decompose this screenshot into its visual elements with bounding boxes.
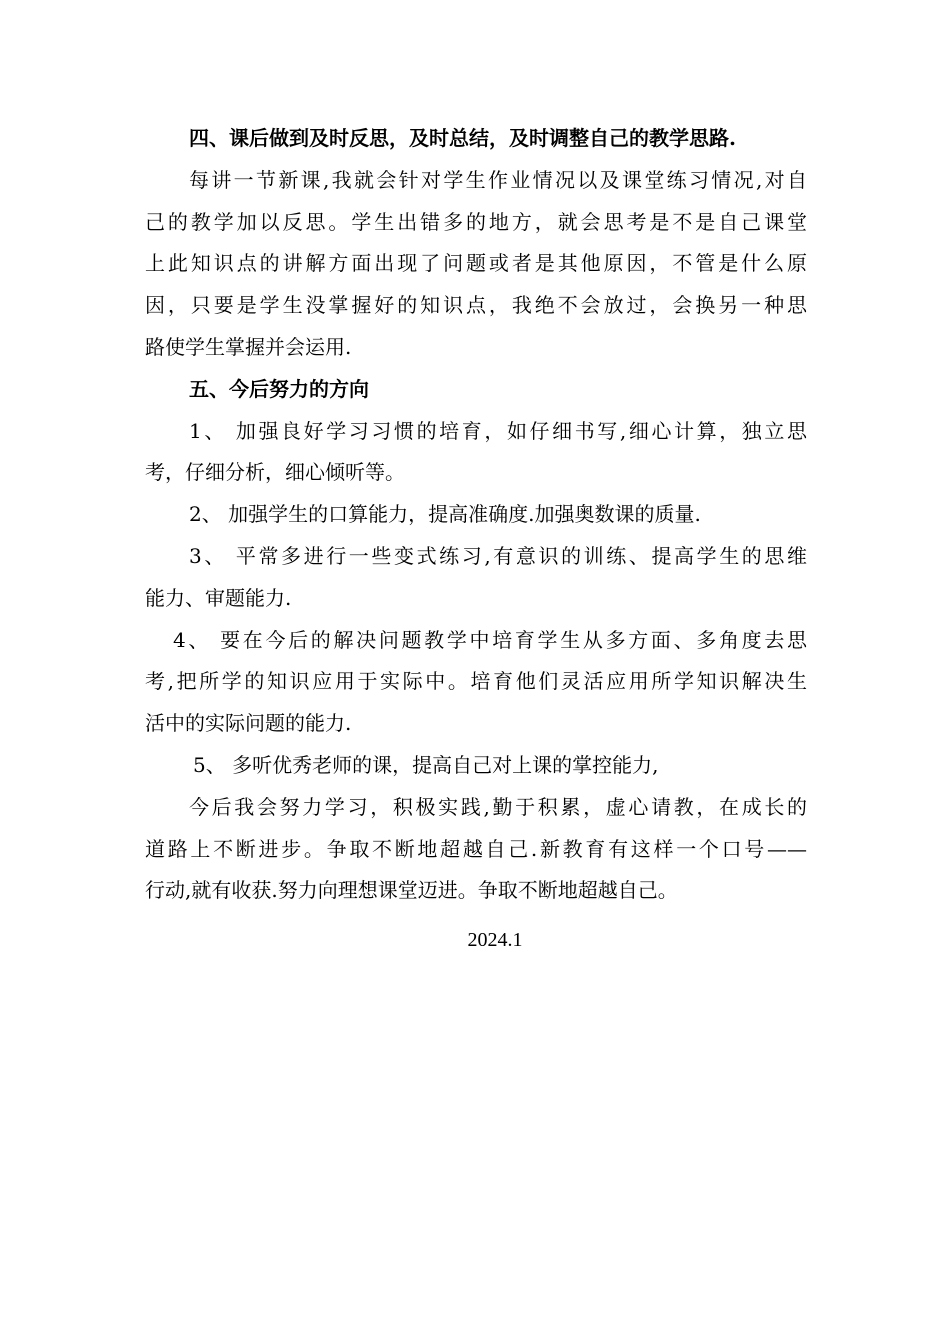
list-item-3: 3、 平常多进行一些变式练习,有意识的训练、提高学生的思维 [189, 543, 807, 568]
paragraph-line: 己的教学加以反思。学生出错多的地方，就会思考是不是自己课堂 [145, 209, 807, 234]
list-item-5: 5、 多听优秀老师的课，提高自己对上课的掌控能力, [193, 752, 659, 777]
list-item-1: 1、 加强良好学习习惯的培育，如仔细书写,细心计算，独立思 [189, 418, 807, 443]
document-body [145, 118, 807, 962]
list-item-4-cont: 考,把所学的知识应用于实际中。培育他们灵活应用所学知识解决生 [145, 669, 807, 694]
closing-line: 行动,就有收获.努力向理想课堂迈进。争取不断地超越自己。 [145, 878, 678, 903]
paragraph-line: 因，只要是学生没掌握好的知识点，我绝不会放过，会换另一种思 [145, 293, 807, 318]
list-item-3-cont: 能力、审题能力. [145, 585, 292, 610]
section-5-heading: 五、今后努力的方向 [189, 376, 369, 401]
list-item-2: 2、 加强学生的口算能力，提高准确度.加强奥数课的质量. [189, 502, 701, 527]
list-item-4: 4、 要在今后的解决问题教学中培育学生从多方面、多角度去思 [173, 627, 807, 652]
list-item-4-cont: 活中的实际问题的能力. [145, 711, 352, 736]
paragraph-line: 上此知识点的讲解方面出现了问题或者是其他原因，不管是什么原 [145, 251, 807, 276]
document-date: 2024.1 [467, 929, 523, 952]
closing-line: 道路上不断进步。争取不断地超越自己.新教育有这样一个口号—— [145, 836, 807, 861]
paragraph-line: 每讲一节新课,我就会针对学生作业情况以及课堂练习情况,对自 [189, 167, 807, 192]
section-4-heading: 四、课后做到及时反思，及时总结，及时调整自己的教学思路. [189, 126, 736, 150]
paragraph-line: 路使学生掌握并会运用. [145, 334, 352, 359]
list-item-1-cont: 考，仔细分析，细心倾听等。 [145, 460, 405, 485]
closing-line: 今后我会努力学习，积极实践,勤于积累，虚心请教，在成长的 [189, 794, 807, 819]
